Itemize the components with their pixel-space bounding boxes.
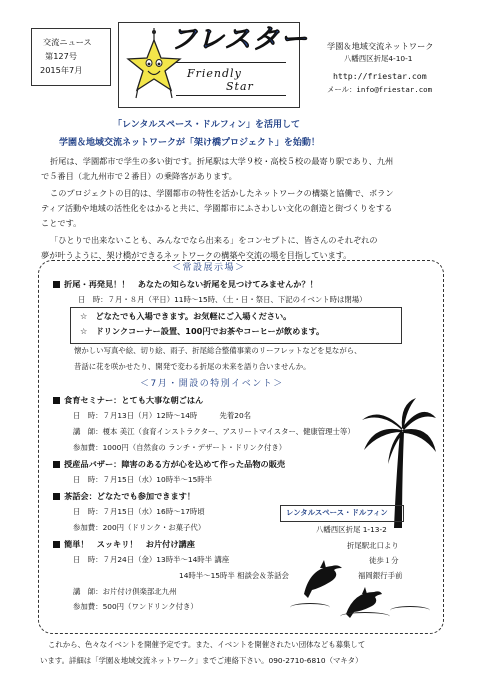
bullet-square-icon (53, 281, 60, 288)
event-lecturer: 講 師：お片付け倶楽部北九州 (73, 587, 177, 596)
headline-line1: 「レンタルスペース・ドルフィン」を活用して (113, 120, 300, 130)
footer-line2: います。詳細は「学園＆地域交流ネットワーク」までご連絡下さい。090-2710-6810（マキタ） (40, 656, 363, 665)
bullet-square-icon (53, 397, 60, 404)
dolphin-icon (300, 560, 344, 600)
website-link[interactable]: http://friestar.com (333, 71, 427, 81)
wave-decoration (340, 612, 390, 621)
intro-p3-line2: 夢が叶うように、架け橋ができるネットワークの構築や交流の場を目指しています。 (41, 250, 352, 260)
permanent-heading: ＜常設展示場＞ (172, 263, 246, 273)
email-link[interactable]: メール：info@friestar.com (327, 85, 433, 94)
intro-p1-line2: で５番目（北九州市で２番目）の乗降客があります。 (41, 171, 237, 181)
bullet-square-icon (53, 493, 60, 500)
event-title-bazaar: 授産品バザー：障害のある方が心を込めて作った品物の販売 (53, 460, 285, 468)
event-title-tea-party: 茶話会：どなたでも参加できます！ (53, 492, 195, 500)
intro-p3-line1: 「ひとりで出来ないことも、みんなでなら出来る」をコンセプトに、皆さんのそれぞれの (50, 235, 378, 245)
event-lecturer: 講 師：榎本 美江（食育インストラクター、アスリートマイスター、健康管理士等） (73, 427, 355, 436)
event-fee: 参加費：500円（ワンドリンク付き） (73, 602, 198, 611)
logo-sub-friendly: Friendly (187, 67, 242, 80)
logo-title: フレスター (170, 24, 309, 55)
logo-sub-star: Star (226, 80, 254, 93)
permanent-desc1: 懐かしい写真や絵、切り絵、雨子、折尾総合整備事業のリーフレットなどを見ながら、 (74, 346, 362, 355)
event-date: 日 時：７月15日（水）16時〜17時頃 (73, 507, 205, 516)
event-date: 日 時：７月24日（金）13時半〜14時半 講座 (73, 555, 230, 564)
notice-line1: ☆ どなたでも入場できます。お気軽にご入場ください。 (80, 311, 292, 321)
bullet-square-icon (53, 541, 60, 548)
bullet-square-icon (53, 461, 60, 468)
event-title-food-seminar: 食育セミナー：とても大事な朝ごはん (53, 396, 203, 404)
event-title-tidying: 簡単！ スッキリ！ お片付け講座 (53, 540, 195, 548)
issue-number: 第127号 (45, 51, 78, 61)
issue-label: 交流ニュース (43, 37, 92, 47)
direction-from: 折尾駅北口より (347, 541, 399, 550)
permanent-date: 日 時：７月・８月（平日）11時〜15時、（土・日・祭日、下記のイベント時は閉場） (78, 295, 367, 304)
wave-decoration (290, 603, 330, 612)
intro-p2-line2: ティア活動や地域の活性化をはかると共に、学園都市にふさわしい文化の創造と街づくりをする (41, 203, 393, 213)
direction-walk: 徒歩１分 (369, 556, 399, 565)
org-address: 八幡西区折尾4-10-1 (344, 54, 413, 63)
venue-address: 八幡西区折尾 1-13-2 (316, 525, 387, 534)
logo-underline (176, 62, 286, 63)
wave-decoration (390, 606, 430, 615)
venue-name: レンタルスペース・ドルフィン (286, 508, 388, 517)
org-name: 学園＆地域交流ネットワーク (327, 41, 434, 51)
event-fee: 参加費：1000円（自然食の ランチ・デザート・ドリンク付き） (73, 443, 287, 452)
special-heading: ＜7月・開設の特別イベント＞ (140, 379, 284, 389)
notice-line2: ☆ ドリンクコーナー設置、100円でお茶やコーヒーが飲めます。 (80, 326, 325, 336)
event-date-2: 14時半〜15時半 相談会＆茶話会 (179, 571, 289, 580)
intro-p1-line1: 折尾は、学園都市で学生の多い街です。折尾駅は大学９校・高校５校の最寄り駅であり、九州 (50, 156, 394, 166)
footer-line1: これから、色々なイベントを開催予定です。また、イベントを開催されたい団体なども募集して (48, 640, 366, 649)
permanent-title: 折尾・再発見！！ あなたの知らない折尾を見つけてみませんか？！ (53, 280, 318, 288)
intro-p2-line1: このプロジェクトの目的は、学園都市の特性を活かしたネットワークの構築と協働で、ボラン (50, 188, 394, 198)
issue-date: 2015年7月 (40, 65, 83, 75)
headline-line2: 学園＆地域交流ネットワークが「架け橋プロジェクト」を始動！ (59, 138, 320, 148)
event-date: 日 時：７月15日（水）10時半〜15時半 (73, 475, 213, 484)
intro-p2-line3: ことです。 (41, 218, 82, 228)
event-fee: 参加費：200円（ドリンク・お菓子代） (73, 523, 206, 532)
logo-underline-2 (176, 95, 286, 96)
header (0, 0, 480, 118)
permanent-desc2: 昔話に花を咲かせたり、開発で変わる折尾の未来を語り合いませんか。 (74, 362, 311, 371)
direction-landmark: 福岡銀行手前 (358, 571, 403, 580)
event-date: 日 時：７月13日（月）12時〜14時 先着20名 (73, 411, 252, 420)
